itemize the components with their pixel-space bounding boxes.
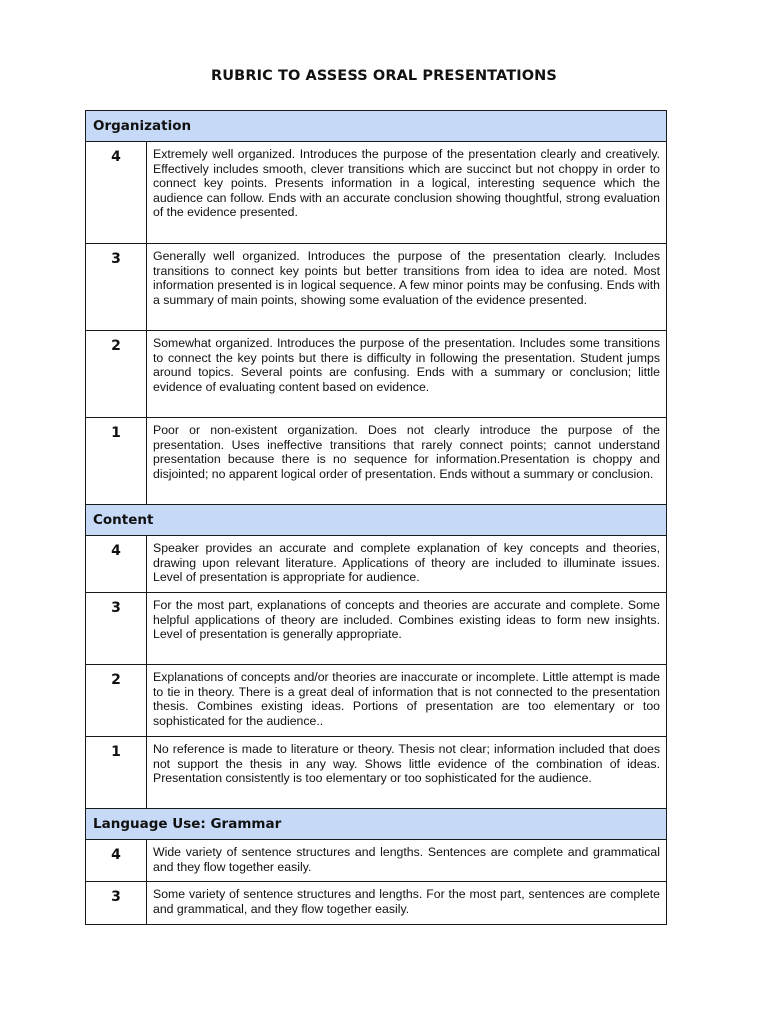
rubric-row [86, 593, 667, 665]
description-cell: Some variety of sentence structures and lengths. For the most part, sentences are complete and grammatical, and they flow together easily. [147, 882, 667, 925]
score-cell: 4 [86, 536, 147, 593]
rubric-row [86, 142, 667, 244]
section-header-organization [86, 111, 667, 142]
description-cell: No reference is made to literature or theory. Thesis not clear; information included that does not support the thesis in any way. Shows little evidence of the combination of ideas. Presentation consistently is too elementary or too sophisticated for the audience. [147, 737, 667, 809]
section-header-grammar [86, 809, 667, 840]
score-cell: 3 [86, 593, 147, 665]
rubric-row [86, 244, 667, 331]
description-cell: Somewhat organized. Introduces the purpose of the presentation. Includes some transitions to connect the key points but there is difficulty in following the presentation. Student jumps around topics. Several points are confusing. Ends with a summary or conclusion; little evidence of evaluating content based on evidence. [147, 331, 667, 418]
rubric-row [86, 882, 667, 925]
description-cell: Wide variety of sentence structures and lengths. Sentences are complete and grammatical and they flow together easily. [147, 840, 667, 882]
rubric-row [86, 331, 667, 418]
description-cell: Generally well organized. Introduces the purpose of the presentation clearly. Includes transitions to connect key points but better transitions from idea to idea are noted. Most information presented is in logical sequence. A few minor points may be confusing. Ends with a summary of main points, showing some evaluation of the evidence presented. [147, 244, 667, 331]
score-cell: 3 [86, 882, 147, 925]
rubric-row [86, 536, 667, 593]
section-header-content [86, 505, 667, 536]
rubric-row [86, 418, 667, 505]
description-cell: For the most part, explanations of concepts and theories are accurate and complete. Some helpful applications of theory are included. Combines existing ideas to form new insights. Level of presentation is generally appropriate. [147, 593, 667, 665]
score-cell: 1 [86, 737, 147, 809]
score-cell: 2 [86, 665, 147, 737]
rubric-row [86, 840, 667, 882]
section-heading: Organization [86, 111, 667, 142]
rubric-row [86, 665, 667, 737]
section-heading: Content [86, 505, 667, 536]
score-cell: 1 [86, 418, 147, 505]
score-cell: 4 [86, 840, 147, 882]
section-heading: Language Use: Grammar [86, 809, 667, 840]
score-cell: 2 [86, 331, 147, 418]
score-cell: 4 [86, 142, 147, 244]
description-cell: Explanations of concepts and/or theories are inaccurate or incomplete. Little attempt is made to tie in theory. There is a great deal of information that is not connected to the presentation thesis. Combines existing ideas. Portions of presentation are too elementary or too sophisticated for the audience.. [147, 665, 667, 737]
description-cell: Speaker provides an accurate and complete explanation of key concepts and theories, drawing upon relevant literature. Applications of theory are included to illuminate issues. Level of presentation is appropriate for audience. [147, 536, 667, 593]
score-cell: 3 [86, 244, 147, 331]
document-title: RUBRIC TO ASSESS ORAL PRESENTATIONS [211, 68, 557, 84]
rubric-table [85, 110, 667, 925]
description-cell: Extremely well organized. Introduces the purpose of the presentation clearly and creatively. Effectively includes smooth, clever transitions which are succinct but not choppy in order to connect key points. Presents information in a logical, interesting sequence which the audience can follow. Ends with an accurate conclusion showing thoughtful, strong evaluation of the evidence presented. [147, 142, 667, 244]
rubric-row [86, 737, 667, 809]
description-cell: Poor or non-existent organization. Does not clearly introduce the purpose of the presentation. Uses ineffective transitions that rarely connect points; cannot understand presentation because there is no sequence for information.Presentation is choppy and disjointed; no apparent logical order of presentation. Ends without a summary or conclusion. [147, 418, 667, 505]
